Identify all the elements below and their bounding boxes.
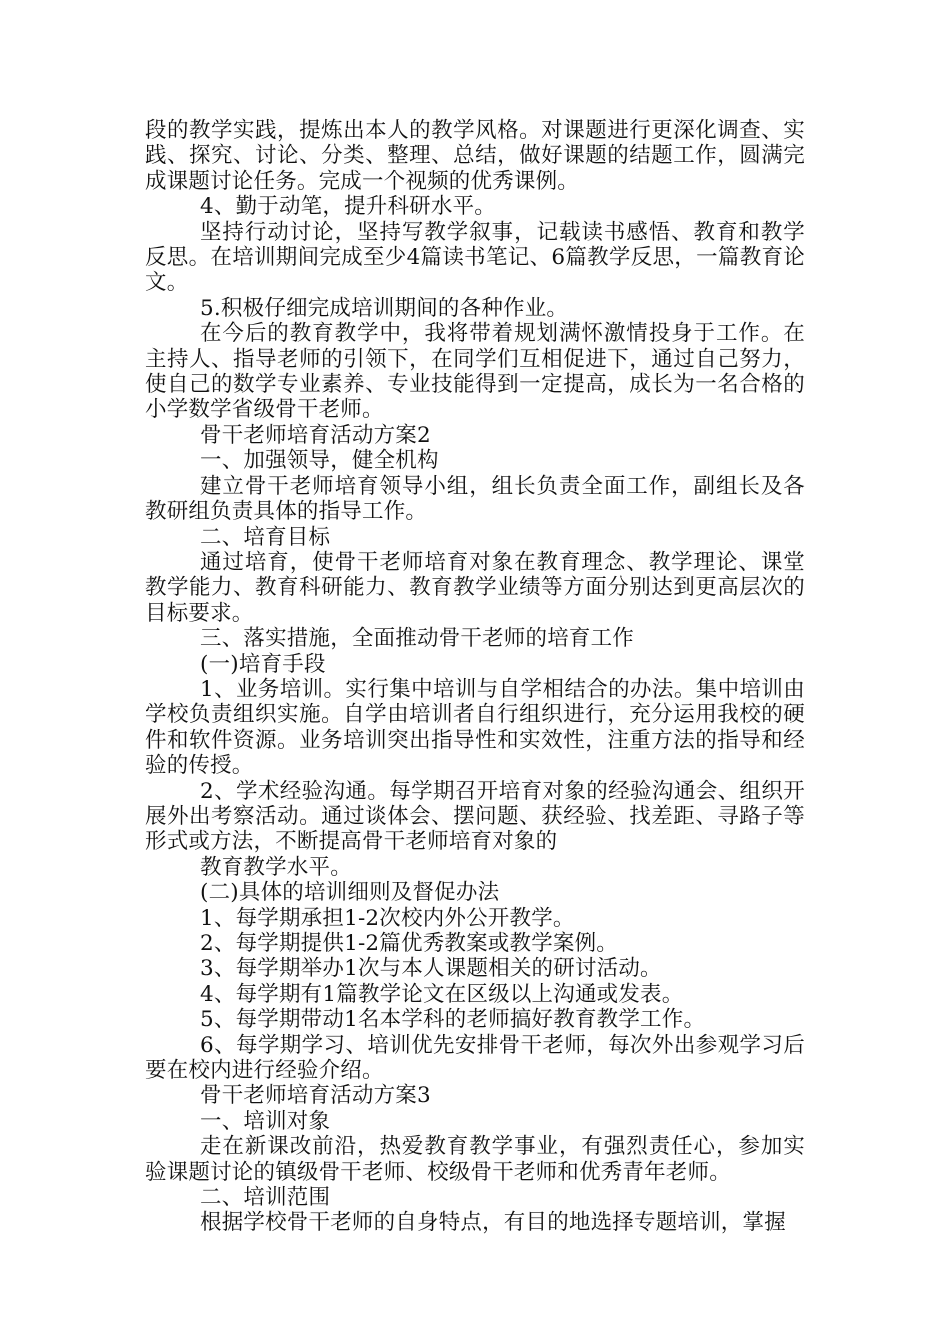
paragraph: 1、业务培训。实行集中培训与自学相结合的办法。集中培训由学校负责组织实施。自学由培训者自行组织进行，充分运用我校的硬件和软件资源。业务培训突出指导性和实效性，注重方法的指导和经验的传授。	[145, 676, 805, 779]
section-heading: 一、培训对象	[200, 1108, 331, 1134]
section-heading: 二、培训范围	[200, 1185, 331, 1211]
paragraph: 在今后的教育教学中，我将带着规划满怀激情投身于工作。在主持人、指导老师的引领下，在同学们互相促进下，通过自己努力，使自己的数学专业素养、专业技能得到一定提高，成长为一名合格的小学数学省级骨干老师。	[145, 321, 805, 423]
paragraph: 教育教学水平。	[200, 854, 352, 880]
paragraph: 根据学校骨干老师的自身特点，有目的地选择专题培训，掌握	[200, 1210, 786, 1236]
section-heading: (一)培育手段	[200, 651, 326, 677]
paragraph: 建立骨干老师培育领导小组，组长负责全面工作，副组长及各教研组负责具体的指导工作。	[145, 473, 805, 525]
list-item: 3、每学期举办1次与本人课题相关的研讨活动。	[200, 956, 662, 982]
list-item: 2、每学期提供1-2篇优秀教案或教学案例。	[200, 931, 619, 956]
section-heading: 一、加强领导，健全机构	[200, 448, 439, 474]
section-heading: 二、培育目标	[200, 524, 331, 550]
paragraph: 坚持行动讨论，坚持写教学叙事，记载读书感悟、教育和教学反思。在培训期间完成至少4篇读书笔记、6篇教学反思，一篇教育论文。	[145, 219, 805, 296]
list-item: 4、每学期有1篇教学论文在区级以上沟通或发表。	[200, 981, 684, 1007]
section-heading: (二)具体的培训细则及督促办法	[200, 880, 500, 906]
paragraph: 5.积极仔细完成培训期间的各种作业。	[200, 295, 569, 321]
list-item: 5、每学期带动1名本学科的老师搞好教育教学工作。	[200, 1007, 706, 1033]
paragraph: 2、学术经验沟通。每学期召开培育对象的经验沟通会、组织开展外出考察活动。通过谈体会、摆问题、获经验、找差距、寻路子等形式或方法，不断提高骨干老师培育对象的	[145, 778, 805, 855]
document-page	[145, 118, 805, 1236]
paragraph: 走在新课改前沿，热爱教育教学事业，有强烈责任心，参加实验课题讨论的镇级骨干老师、校级骨干老师和优秀青年老师。	[145, 1134, 805, 1185]
section-heading: 骨干老师培育活动方案3	[200, 1083, 431, 1109]
paragraph: 段的教学实践，提炼出本人的教学风格。对课题进行更深化调查、实践、探究、讨论、分类、整理、总结，做好课题的结题工作，圆满完成课题讨论任务。完成一个视频的优秀课例。	[145, 118, 805, 194]
paragraph: 通过培育，使骨干老师培育对象在教育理念、教学理论、课堂教学能力、教育科研能力、教育教学业绩等方面分别达到更高层次的目标要求。	[145, 549, 805, 626]
list-item: 6、每学期学习、培训优先安排骨干老师，每次外出参观学习后要在校内进行经验介绍。	[145, 1032, 805, 1084]
paragraph: 4、勤于动笔，提升科研水平。	[200, 194, 496, 220]
list-item: 1、每学期承担1-2次校内外公开教学。	[200, 905, 575, 931]
section-heading: 骨干老师培育活动方案2	[200, 422, 431, 448]
section-heading: 三、落实措施，全面推动骨干老师的培育工作	[200, 626, 635, 652]
